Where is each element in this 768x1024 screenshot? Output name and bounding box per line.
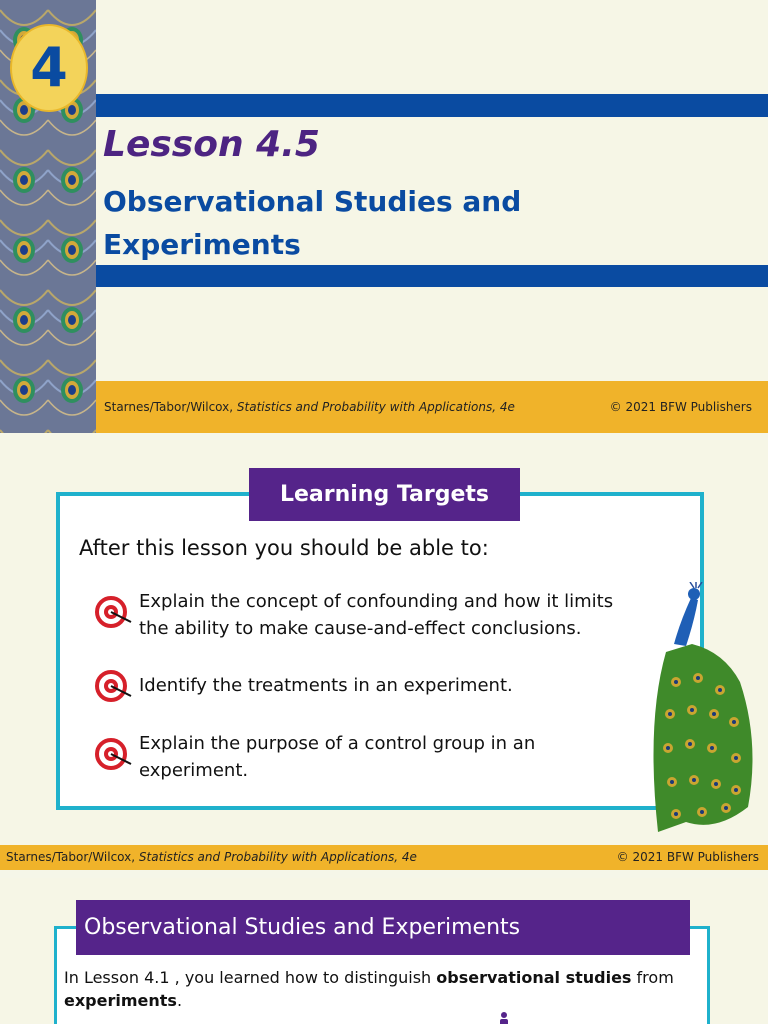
- person-icon: [496, 1011, 512, 1024]
- learning-target-text: Explain the concept of confounding and how it limits the ability to make cause-and-effect conclusions.: [139, 591, 614, 639]
- footer-book-title: Statistics and Probability with Applications, 4e: [138, 850, 417, 864]
- bullseye-icon: [95, 592, 135, 632]
- body-text-middle: from: [631, 968, 674, 987]
- top-blue-bar: [96, 94, 768, 117]
- term-experiments: experiments: [64, 991, 177, 1010]
- chapter-badge: [10, 24, 88, 112]
- footer-citation: [104, 381, 515, 433]
- learning-target-item: [95, 672, 643, 712]
- footer-book-title: Statistics and Probability with Applications, 4e: [236, 400, 515, 414]
- footer-authors: Starnes/Tabor/Wilcox,: [104, 400, 237, 414]
- bottom-blue-bar: [96, 265, 768, 287]
- learning-target-text: Explain the purpose of a control group in an experiment.: [139, 733, 536, 781]
- learning-targets-header: Learning Targets: [249, 468, 520, 521]
- footer-copyright: © 2021 BFW Publishers: [616, 850, 759, 864]
- learning-targets-intro: After this lesson you should be able to:: [79, 536, 489, 560]
- learning-targets-slide: [0, 440, 768, 870]
- title-slide: [0, 0, 768, 433]
- slide-footer: [96, 381, 768, 433]
- body-text-start: In Lesson 4.1 , you learned how to distinguish: [64, 968, 437, 987]
- peacock-icon: [636, 582, 760, 834]
- bullseye-icon: [95, 666, 135, 706]
- slide-heading: Observational Studies and Experiments: [76, 900, 690, 955]
- body-text-end: .: [176, 991, 183, 1010]
- footer-citation: [6, 845, 417, 870]
- learning-target-item: [95, 588, 643, 644]
- footer-copyright: © 2021 BFW Publishers: [609, 400, 752, 414]
- bullseye-icon: [95, 734, 135, 774]
- learning-target-text: Identify the treatments in an experiment.: [139, 675, 513, 696]
- lesson-subtitle: Observational Studies and Experiments: [103, 185, 522, 261]
- lesson-title: Lesson 4.5: [103, 124, 320, 165]
- observational-studies-slide: [0, 878, 768, 1024]
- chapter-number: 4: [30, 36, 68, 99]
- footer-authors: Starnes/Tabor/Wilcox,: [6, 850, 139, 864]
- learning-target-item: [95, 730, 643, 786]
- term-observational-studies: observational studies: [436, 968, 632, 987]
- slide-footer: [0, 845, 768, 870]
- slide-body-text: [64, 966, 704, 1012]
